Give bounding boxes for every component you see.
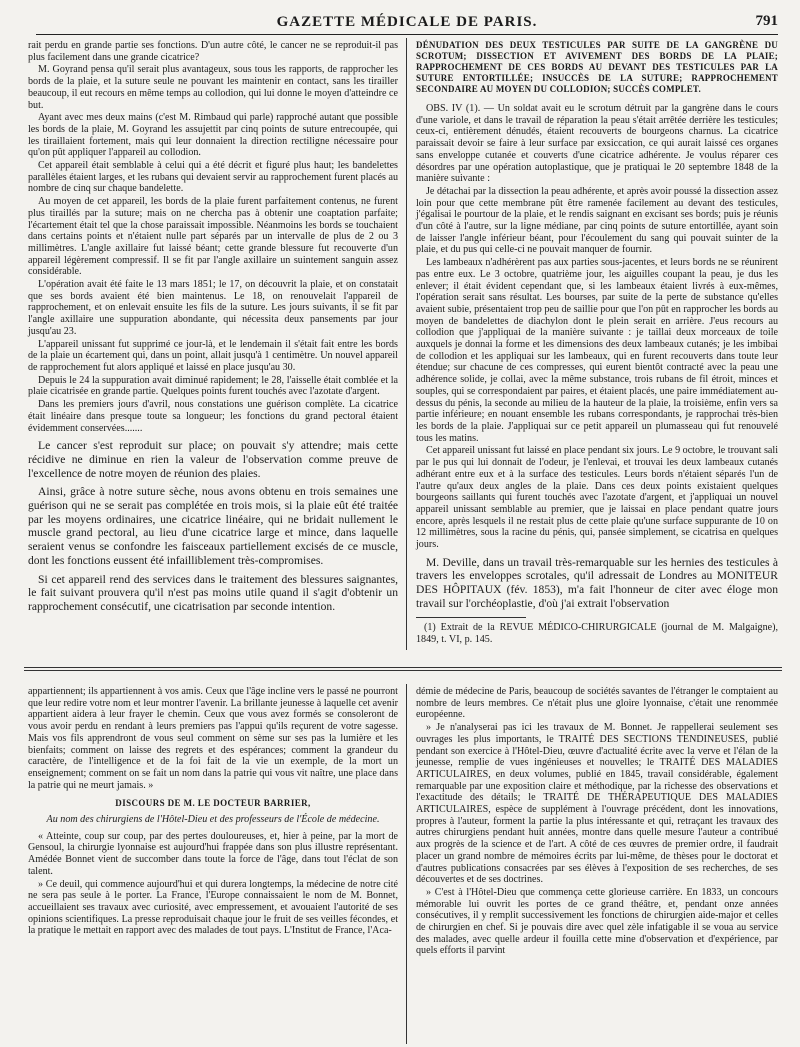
observation-paragraph [416,103,778,185]
paragraph: » C'est à l'Hôtel-Dieu que commença cette glorieuse carrière. En 1833, un concours mémorable lui ouvrit les portes de ce grand théâtre, et, pendant onze années consécutives, il y remplit successivement les fonctions de chirurgien aide-major et celles de chirurgien en chef. Si je pouvais dire avec quel zèle infatigable il se voua au service des malades, avec quelle ardeur il fouilla cette mine d'observation et d'expérience, par quels efforts il parvint [416,886,778,957]
paragraph: » Ce deuil, qui commence aujourd'hui et qui durera longtemps, la médecine de notre cité ne sera pas seule à le porter. La France, l'Europe connaissaient le nom de M. Bonnet, accueillaient ses travaux avec curiosité, avec empressement, et avouaient l'autorité de ses opinions scientifiques. La presse reproduisait chaque jour le fruit de ses veilles fécondes, et la pratique le mettait en rapport avec des malades de tout pays. L'Institut de France, l'Aca- [28,878,398,937]
page-number: 791 [755,13,778,29]
paragraph: M. Goyrand pensa qu'il serait plus avantageux, sous tous les rapports, de rapprocher les bords de la plaie, et la suture seule ne pouvant les maintenir en contact, sans les tirailler beaucoup, il eut recours en même temps au collodion, qui lui donne le moyen d'atteindre ce but. [28,64,398,111]
section-rule-thin [24,670,782,671]
commentary-paragraph: Le cancer s'est reproduit sur place; on pouvait s'y attendre; mais cette récidive ne diminue en rien la valeur de l'observation comme preuve de l'excellence de notre moyen de réunion des plaies. [28,439,398,480]
paragraph: Cet appareil unissant fut laissé en place pendant six jours. Le 9 octobre, le trouvant sali par le pus qui lui donnait de l'odeur, je l'enlevai, et trouvai les deux lambeaux cutanés adhérant entre eux et à la surface des testicules. Leurs bords n'étaient séparés l'un de l'autre qu'aux deux angles de la plaie. Dans ces deux points existaient quelques bourgeons saillants qui furent touchés avec l'azotate d'argent, et j'appliquai un nouvel appareil unissant semblable au premier, que je laissai en place pendant quatre jours encore, après lesquels il ne restait plus de cette plaie qu'une surface suppurante de 10 on 12 millimètres, sous la racine du pénis, qui, pansée simplement, se cicatrisa en quelques jours. [416,445,778,551]
observation-text: — Un soldat avait eu le scrotum détruit par la gangrène dans le cours d'une variole, et dans le travail de réparation la peau s'était arrêtée derrière les testicules; ceux-ci, entièrement dénudés, étaient recouverts de bourgeons charnus. La cicatrice paraissait devoir se faire à leur surface par exsiccation, ce qui aurait laissé ces organes sans enveloppe cutanée et couverts d'une cicatrice adhérente. Je voulus réparer ces désordres par une opération autoplastique, que je pratiquai le 20 septembre 1848 de la manière suivante : [416,103,779,185]
paragraph: Je détachai par la dissection la peau adhérente, et après avoir poussé la dissection assez loin pour que cette membrane pût être ramenée facilement au devant des testicules, j'égalisai le pourtour de la plaie, et le rendis saignant en excisant ses bords; puis je réunis d'un côté à l'autre, sur la ligne médiane, par cinq points de suture entortillée, ayant soin de laisser l'angle inférieur béant, pour l'écoulement du sang qui pouvait suinter de la plaie, et du pus qui celle-ci ne pouvait manquer de fournir. [416,185,778,256]
paragraph: Ayant avec mes deux mains (c'est M. Rimbaud qui parle) rapproché autant que possible les bords de la plaie, M. Goyrand les assujettit par cinq points de suture entrecoupée, qui les tiraillaient fortement, mais qui leur donnaient la direction rectiligne nécessaire pour qu'on pût appliquer l'appareil au collodion. [28,112,398,159]
observation-heading: DÉNUDATION DES DEUX TESTICULES PAR SUITE DE LA GANGRÈNE DU SCROTUM; DISSECTION ET AVIVEMENT DES BORDS DE LA PLAIE; RAPPROCHEMENT DE CES BORDS AU DEVANT DES TESTICULES PAR LA SUTURE ENTORTILLÉE; INSUCCÈS DE LA SUTURE; RAPPROCHEMENT SECONDAIRE AU MOYEN DU COLLODION; SUCCÈS COMPLET. [416,40,778,94]
paragraph: rait perdu en grande partie ses fonctions. D'un autre côté, le cancer ne se reproduit-il pas plus facilement dans une grande cicatrice? [28,40,398,63]
column-divider-top [406,38,407,650]
paragraph: Les lambeaux n'adhérèrent pas aux parties sous-jacentes, et leurs bords ne se réunirent pas entre eux. Le 3 octobre, quatrième jour, les aiguilles coupant la peau, je dus les enlever; il était évident cependant que, si les lambeaux étaient livrés à eux-mêmes, l'opération serait sans résultat. Les bourses, par suite de la perte de substance qu'elles avaient subie, présentaient trop peu de saillie pour que l'on pût en rapprocher les bords au moyen de bandelettes de diachylon dont le plein serait en arrière. J'eus recours au collodion que j'appliquai de la manière suivante : je taillai deux morceaux de toile auxquels je donnai la forme et les dimensions des deux lambeaux cutanés; je les imbibai de collodion et les appliquai sur les lambeaux, qui en furent recouverts dans toute leur étendue; sur chacune de ces compresses, qui eurent bientôt contracté avec la peau une adhérence solide, je collai, avec la même substance, trois rubans de fil étroit, minces et souples, qui se correspondaient par paires, et étaient placés, une paire immédiatement au-dessus du pénis, la seconde au milieu de la hauteur de la plaie, la troisième, enfin vers sa partie inférieure; en nouant ensemble les rubans correspondants, je rapprochai très-bien les bords de la plaie. J'appliquai sur ce petit appareil un plumasseau qui fut renouvelé tous les matins. [416,257,778,444]
page-header [36,10,778,35]
bottom-right-column [416,686,778,958]
paragraph: Dans les premiers jours d'avril, nous constations une guérison complète. La cicatrice était linéaire dans presque toute sa longueur; les fonctions du grand pectoral étaient évidemment conservées....... [28,399,398,434]
paragraph: Au moyen de cet appareil, les bords de la plaie furent parfaitement contenus, ne furent plus tiraillés par la suture; mais on ne chercha pas à obtenir une coaptation parfaite; l'écartement était tel que la chose paraissait impossible. Néanmoins les bords se touchaient dans certains points et n'étaient nulle part séparés par un intervalle de plus de 2 ou 3 millimètres. L'angle axillaire fut laissé béant; cette grande blessure fut recouverte d'un appareil légèrement compressif. Il se fit par l'angle axillaire un suintement sanguin assez considérable. [28,196,398,278]
paragraph: Cet appareil était semblable à celui qui a été décrit et figuré plus haut; les bandelettes parallèles étaient larges, et les rubans qui devaient servir au rapprochement furent placés au nombre de cinq sur chaque bandelette. [28,160,398,195]
paragraph: « Atteinte, coup sur coup, par des pertes douloureuses, et, hier à peine, par la mort de Gensoul, la chirurgie lyonnaise est aujourd'hui frappée dans son plus illustre représentant. Amédée Bonnet vient de succomber dans toute la force de l'âge, dans tout l'éclat de son talent. [28,830,398,877]
column-divider-bottom [406,684,407,1044]
journal-title: GAZETTE MÉDICALE DE PARIS. [276,14,538,30]
discourse-subtitle: Au nom des chirurgiens de l'Hôtel-Dieu et des professeurs de l'École de médecine. [46,814,380,826]
paragraph: L'appareil unissant fut supprimé ce jour-là, et le lendemain il s'était fait entre les bords de la plaie un écartement qui, dans un point, allait jusqu'à 1 centimètre. Un nouvel appareil de rapprochement fut alors appliqué et laissé en place jusqu'au 30. [28,338,398,373]
discourse-heading: DISCOURS DE M. LE DOCTEUR BARRIER, [115,798,311,809]
commentary-paragraph: M. Deville, dans un travail très-remarquable sur les hernies des testicules à travers les enveloppes scrotales, qu'il adressait de Londres au MONITEUR DES HÔPITAUX (fév. 1853), m'a fait l'honneur de citer avec éloge mon travail sur l'orchéoplastie, d'où j'ai extrait l'observation [416,555,778,610]
paragraph: Depuis le 24 la suppuration avait diminué rapidement; le 28, l'aisselle était comblée et la plaie cicatrisée en grande partie. Quelques points furent touchés avec l'azotate d'argent. [28,374,398,398]
footnote-rule [416,617,526,618]
section-rule [24,667,782,668]
commentary-paragraph: Ainsi, grâce à notre suture sèche, nous avons obtenu en trois semaines une guérison qui ne se serait pas complétée en trois mois, si la plaie eût été traitée par les moyens ordinaires, une cicatrice linéaire, qui ne bridait nullement le muscle grand pectoral, au lieu d'une cicatrice large et mince, dans laquelle seraient venus se confondre les faisceaux partiellement excisés de ce muscle, dont les fonctions eussent été infailliblement très-compromises. [28,485,398,567]
paragraph: L'opération avait été faite le 13 mars 1851; le 17, on découvrit la plaie, et on constatait que ses bords avaient été bien maintenus. Le 18, on renouvelait l'appareil de rapprochement, et on enlevait ensuite les fils de la suture. Les jours suivants, il se fit par l'angle axillaire une suppuration abondante, qui nécessita deux pansements par jour jusqu'au 23. [28,279,398,337]
paragraph: démie de médecine de Paris, beaucoup de sociétés savantes de l'étranger le comptaient au nombre de leurs membres. Ce n'était plus une gloire lyonnaise, c'était une renommée européenne. [416,686,778,721]
observation-label: OBS. IV (1). [426,103,481,114]
bottom-left-column [28,686,398,938]
commentary-paragraph: Si cet appareil rend des services dans le traitement des blessures saignantes, le fait suivant prouvera qu'il n'est pas moins utile quand il s'agit d'obtenir un rapprochement consécutif, une cicatrisation par seconde intention. [28,572,398,613]
paragraph: » Je n'analyserai pas ici les travaux de M. Bonnet. Je rappellerai seulement ses ouvrages les plus importants, le TRAITÉ DES SECTIONS TENDINEUSES, publié pendant son exercice à l'Hôtel-Dieu, œuvre d'actualité écrite avec la verve et l'élan de la jeunesse, remplie de vues ingénieuses et nouvelles; le TRAITÉ DES MALADIES ARTICULAIRES, en deux volumes, publié en 1845, travail considérable, également remarquable par une exposition claire et méthodique, par la richesse des observations et l'exactitude des détails; le TRAITÉ DE THÉRAPEUTIQUE DES MALADIES ARTICULAIRES, espèce de supplément à l'ouvrage précédent, dont les innovations, propres à l'auteur, forment la partie la plus intéressante et qui, retraçant les travaux des autres chirurgiens pendant huit années, montre dans quelle mesure l'auteur a contribué aux progrès de la science et de l'art. A côté de ces œuvres de premier ordre, il faudrait placer un grand nombre de mémoires écrits par lui-même, de thèses pour le doctorat et d'autres publications consacrées par ses élèves à l'exposition de ses recherches, de ses découvertes et de ses doctrines. [416,722,778,886]
footnote: (1) Extrait de la REVUE MÉDICO-CHIRURGICALE (journal de M. Malgaigne), 1849, t. VI, p. 145. [416,621,778,645]
top-left-column [28,40,398,618]
paragraph: appartiennent; ils appartiennent à vos amis. Ceux que l'âge incline vers le passé ne pourront que leur redire votre nom et leur montrer l'avenir. La brillante jeunesse à laquelle cet avenir appartient aidera à leur frayer le chemin. Ceux que vous avez formés se consoleront de vous avoir perdu en rendant à leurs premiers pas l'appui qu'ils reçurent de votre sagesse. Mais vos fils apprendront de vous seul comment on sème sur ses pas la lumière et les bienfaits; comment on laisse des regrets et des espérances; comment la grandeur du caractère, de l'intelligence et de la foi fait de la vie un exemple, de la mort un enseignement; comment on se fait un nom dans la patrie qui vous vit naître, une place dans la patrie qui ne meurt jamais. » [28,686,398,791]
top-right-column [416,40,778,646]
